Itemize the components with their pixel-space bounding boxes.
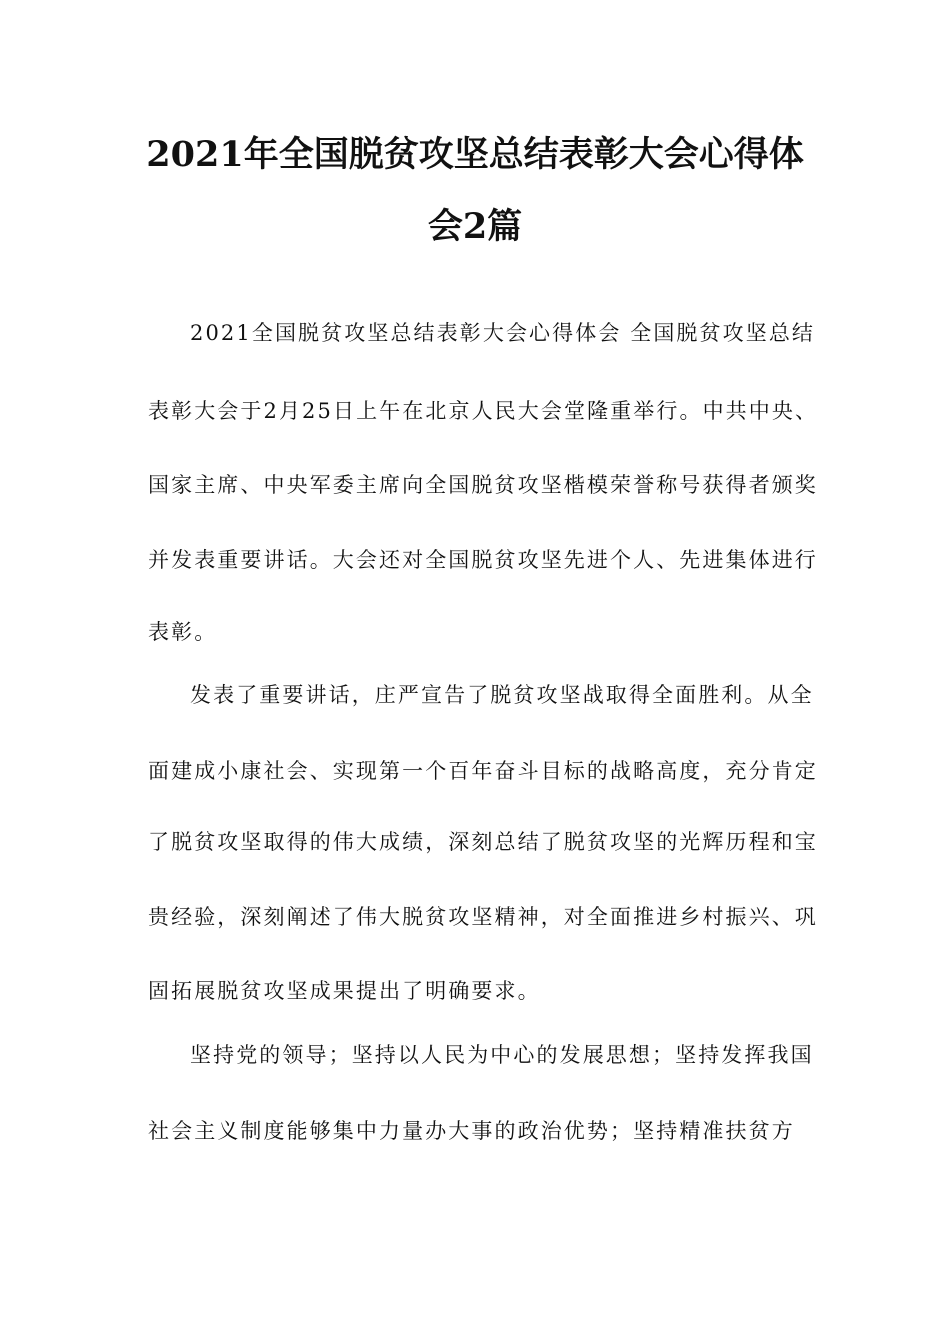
- paragraph-2-line-2: 面建成小康社会、实现第一个百年奋斗目标的战略高度，充分肯定: [148, 759, 818, 783]
- document-title-line-1: 2021年全国脱贫攻坚总结表彰大会心得体: [146, 134, 804, 175]
- paragraph-2-line-1: 发表了重要讲话，庄严宣告了脱贫攻坚战取得全面胜利。从全: [190, 683, 814, 707]
- paragraph-1-line-4: 并发表重要讲话。大会还对全国脱贫攻坚先进个人、先进集体进行: [148, 548, 818, 572]
- document-title-line-2: 会2篇: [427, 206, 523, 247]
- paragraph-1-line-1: 2021全国脱贫攻坚总结表彰大会心得体会 全国脱贫攻坚总结: [190, 321, 816, 345]
- paragraph-1-line-5: 表彰。: [148, 620, 218, 644]
- paragraph-2-line-5: 固拓展脱贫攻坚成果提出了明确要求。: [148, 979, 541, 1003]
- paragraph-1-line-3: 国家主席、中央军委主席向全国脱贫攻坚楷模荣誉称号获得者颁奖: [148, 473, 818, 497]
- paragraph-3-line-1: 坚持党的领导；坚持以人民为中心的发展思想；坚持发挥我国: [190, 1043, 814, 1067]
- paragraph-1-line-2: 表彰大会于2月25日上午在北京人民大会堂隆重举行。中共中央、: [148, 399, 819, 423]
- paragraph-2-line-4: 贵经验，深刻阐述了伟大脱贫攻坚精神，对全面推进乡村振兴、巩: [148, 905, 818, 929]
- paragraph-2-line-3: 了脱贫攻坚取得的伟大成绩，深刻总结了脱贫攻坚的光辉历程和宝: [148, 830, 818, 854]
- paragraph-3-line-2: 社会主义制度能够集中力量办大事的政治优势；坚持精准扶贫方: [148, 1119, 795, 1143]
